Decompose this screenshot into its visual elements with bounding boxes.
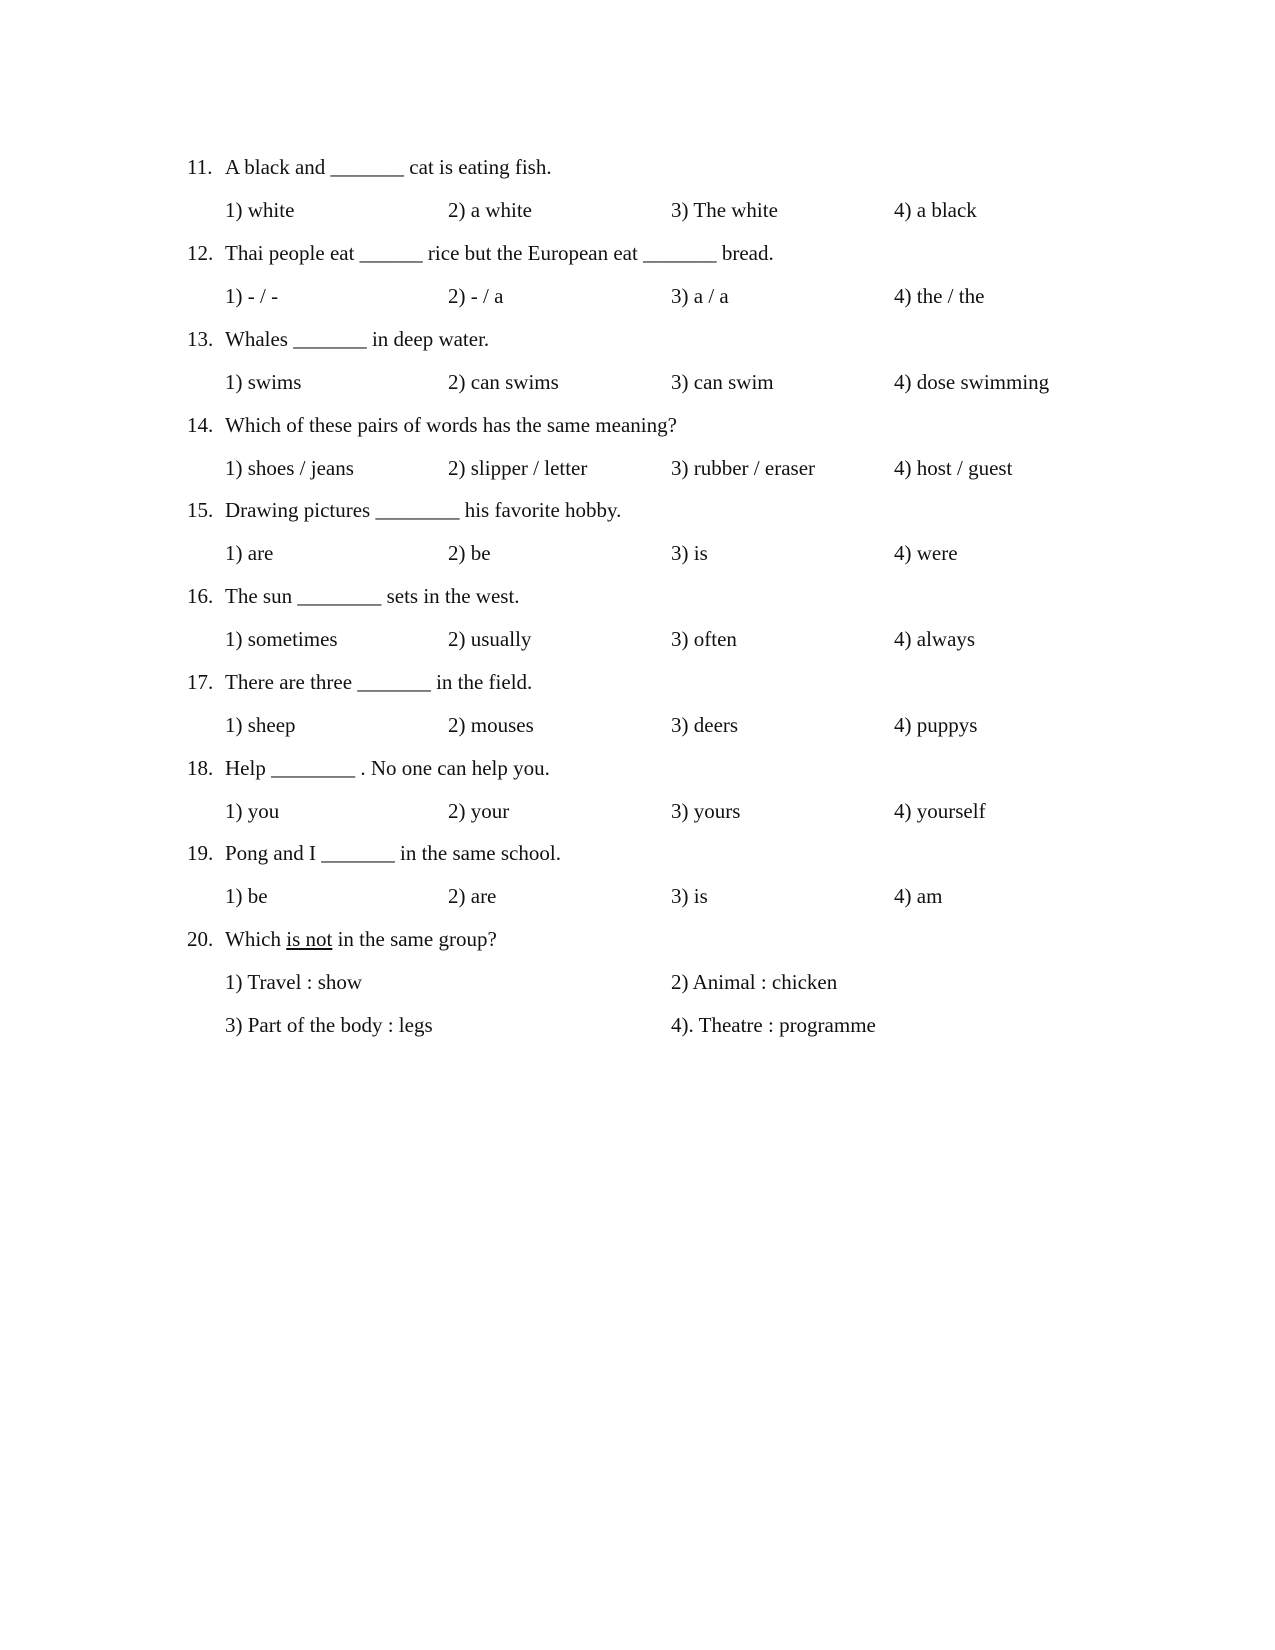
options-row	[225, 712, 1125, 738]
option-1[interactable]: 1) you	[225, 799, 280, 823]
question-stem	[187, 926, 497, 952]
option-2[interactable]: 2) usually	[448, 627, 532, 651]
option-2[interactable]: 2) slipper / letter	[448, 456, 588, 480]
option-3[interactable]: 3) can swim	[671, 370, 774, 394]
options-row	[225, 883, 1125, 909]
options-row	[225, 455, 1125, 481]
option-3[interactable]: 3) often	[671, 627, 737, 651]
option-1[interactable]: 1) - / -	[225, 284, 279, 308]
question-text: Which of these pairs of words has the same meaning?	[225, 413, 677, 437]
option-1[interactable]: 1) sometimes	[225, 627, 338, 651]
question-text: Help ________ . No one can help you.	[225, 756, 550, 780]
option-1[interactable]: 1) swims	[225, 370, 302, 394]
question-stem	[187, 154, 552, 180]
option-2[interactable]: 2) Animal : chicken	[671, 970, 838, 994]
question-stem	[187, 240, 774, 266]
question-stem	[187, 412, 677, 438]
question-number: 15.	[187, 498, 214, 522]
question-17	[187, 669, 1187, 759]
question-number: 13.	[187, 327, 214, 351]
option-3[interactable]: 3) rubber / eraser	[671, 456, 816, 480]
question-11	[187, 154, 1187, 244]
question-text-after: in the same group?	[332, 927, 497, 951]
options-row	[225, 197, 1125, 223]
option-3[interactable]: 3) The white	[671, 198, 778, 222]
option-2[interactable]: 2) be	[448, 541, 491, 565]
option-2[interactable]: 2) a white	[448, 198, 532, 222]
underlined-phrase: is not	[286, 927, 333, 951]
question-13	[187, 326, 1187, 416]
option-1[interactable]: 1) white	[225, 198, 295, 222]
question-15	[187, 497, 1187, 587]
option-4[interactable]: 4) host / guest	[894, 456, 1013, 480]
options-row	[225, 626, 1125, 652]
question-16	[187, 583, 1187, 673]
option-3[interactable]: 3) Part of the body : legs	[225, 1013, 433, 1037]
option-2[interactable]: 2) are	[448, 884, 497, 908]
question-number: 18.	[187, 756, 214, 780]
question-number: 14.	[187, 413, 214, 437]
question-number: 16.	[187, 584, 214, 608]
question-text: Thai people eat ______ rice but the European eat _______ bread.	[225, 241, 774, 265]
option-4[interactable]: 4) the / the	[894, 284, 985, 308]
option-4[interactable]: 4). Theatre : programme	[671, 1013, 876, 1037]
option-3[interactable]: 3) is	[671, 884, 708, 908]
option-2[interactable]: 2) can swims	[448, 370, 559, 394]
option-3[interactable]: 3) a / a	[671, 284, 729, 308]
option-4[interactable]: 4) always	[894, 627, 976, 651]
option-1[interactable]: 1) shoes / jeans	[225, 456, 354, 480]
option-1[interactable]: 1) sheep	[225, 713, 296, 737]
option-2[interactable]: 2) your	[448, 799, 510, 823]
options-row-2	[225, 1012, 1125, 1038]
option-3[interactable]: 3) yours	[671, 799, 741, 823]
options-row	[225, 283, 1125, 309]
option-1[interactable]: 1) are	[225, 541, 274, 565]
option-4[interactable]: 4) were	[894, 541, 958, 565]
question-text: Drawing pictures ________ his favorite hobby.	[225, 498, 622, 522]
question-stem	[187, 755, 550, 781]
option-3[interactable]: 3) is	[671, 541, 708, 565]
question-14	[187, 412, 1187, 502]
question-text: Whales _______ in deep water.	[225, 327, 490, 351]
question-19	[187, 840, 1187, 930]
question-number: 12.	[187, 241, 214, 265]
options-row	[225, 540, 1125, 566]
question-20	[187, 926, 1187, 1066]
question-stem	[187, 497, 621, 523]
options-row	[225, 369, 1125, 395]
question-number: 20.	[187, 927, 214, 951]
option-4[interactable]: 4) yourself	[894, 799, 986, 823]
question-12	[187, 240, 1187, 330]
question-number: 19.	[187, 841, 214, 865]
option-2[interactable]: 2) mouses	[448, 713, 534, 737]
question-text: Pong and I _______ in the same school.	[225, 841, 561, 865]
options-row	[225, 798, 1125, 824]
question-stem	[187, 669, 532, 695]
question-text: The sun ________ sets in the west.	[225, 584, 520, 608]
option-4[interactable]: 4) puppys	[894, 713, 978, 737]
question-text: There are three _______ in the field.	[225, 670, 533, 694]
option-2[interactable]: 2) - / a	[448, 284, 504, 308]
question-stem	[187, 583, 520, 609]
option-3[interactable]: 3) deers	[671, 713, 739, 737]
option-1[interactable]: 1) be	[225, 884, 268, 908]
option-4[interactable]: 4) am	[894, 884, 943, 908]
question-number: 17.	[187, 670, 214, 694]
option-4[interactable]: 4) a black	[894, 198, 977, 222]
question-text: A black and _______ cat is eating fish.	[225, 155, 552, 179]
question-number: 11.	[187, 155, 213, 179]
question-stem	[187, 840, 561, 866]
option-1[interactable]: 1) Travel : show	[225, 970, 363, 994]
options-row-1	[225, 969, 1125, 995]
question-text-before: Which	[225, 927, 287, 951]
question-18	[187, 755, 1187, 845]
option-4[interactable]: 4) dose swimming	[894, 370, 1050, 394]
question-stem	[187, 326, 489, 352]
